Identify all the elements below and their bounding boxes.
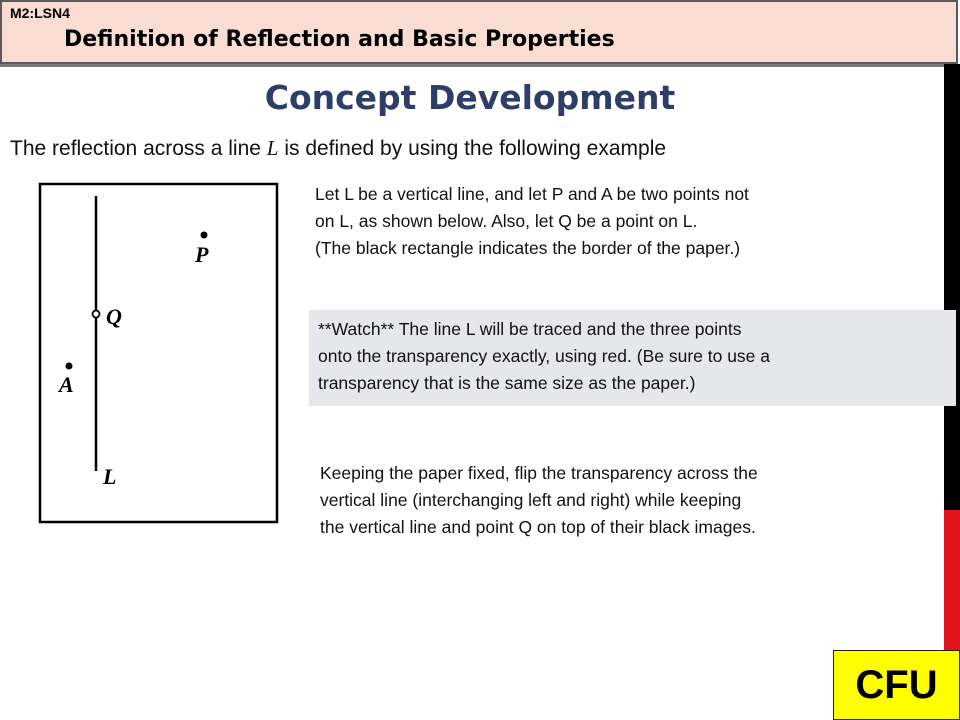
point-a-dot xyxy=(66,363,73,370)
header-divider xyxy=(0,64,958,67)
paragraph-line: transparency that is the same size as the paper.) xyxy=(318,373,696,393)
lesson-header xyxy=(0,0,958,64)
paragraph-line: Keeping the paper fixed, flip the transparency across the xyxy=(320,463,758,483)
paragraph-line: Let L be a vertical line, and let P and A be two points not xyxy=(315,184,749,204)
line-l-label: L xyxy=(103,464,117,489)
point-q-dot xyxy=(93,311,100,318)
paragraph-watch xyxy=(318,316,770,397)
paragraph-line: on L, as shown below. Also, let Q be a point on L. xyxy=(315,211,698,231)
paragraph-line: the vertical line and point Q on top of their black images. xyxy=(320,517,756,537)
paragraph-line: **Watch** The line L will be traced and the three points xyxy=(318,319,742,339)
intro-line-variable: L xyxy=(266,136,279,160)
point-a-label: A xyxy=(59,372,74,397)
reflection-diagram xyxy=(30,178,290,528)
point-p-label: P xyxy=(195,242,209,267)
lesson-title: Definition of Reflection and Basic Properties xyxy=(64,27,615,52)
side-bar-black xyxy=(944,64,960,510)
paragraph-flip xyxy=(320,460,758,541)
page-title: Concept Development xyxy=(264,78,676,117)
paragraph-line: onto the transparency exactly, using red. (Be sure to use a xyxy=(318,346,771,366)
intro-text-start: The reflection across a line xyxy=(10,137,267,160)
lesson-code: M2:LSN4 xyxy=(10,5,70,21)
point-p-dot xyxy=(201,232,208,239)
cfu-button[interactable]: CFU xyxy=(833,650,960,720)
intro-text-end: is defined by using the following example xyxy=(278,137,667,160)
paper-border xyxy=(40,184,277,522)
paragraph-line: (The black rectangle indicates the border of the paper.) xyxy=(315,238,741,258)
paragraph-line: vertical line (interchanging left and right) while keeping xyxy=(320,490,742,510)
point-q-label: Q xyxy=(106,304,122,329)
intro-text xyxy=(10,136,666,161)
paragraph-definition xyxy=(315,181,749,262)
